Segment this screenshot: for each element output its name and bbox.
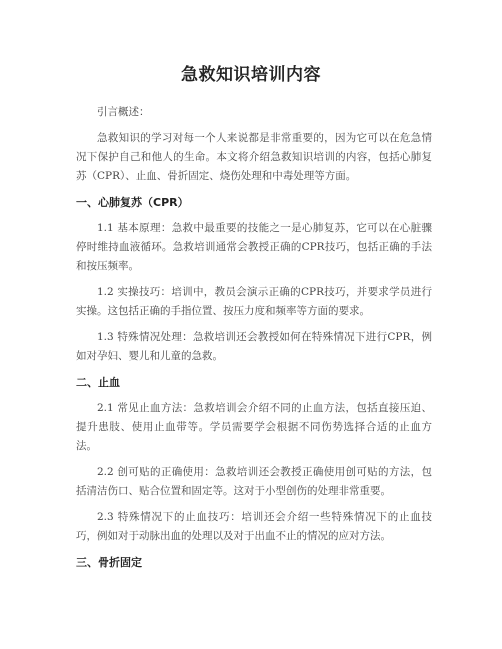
section-heading-bleeding: 二、止血	[76, 376, 120, 389]
bleeding-paragraph-2: 2.2 创可贴的正确使用：急救培训还会教授正确使用创可贴的方法，包括清洁伤口、贴合位置和固定等。这对于小型创伤的处理非常重要。	[76, 466, 432, 497]
bleeding-paragraph-1: 2.1 常见止血方法：急救培训会介绍不同的止血方法，包括直接压迫、提升患肢、使用止血带等。学员需要学会根据不同伤势选择合适的止血方法。	[76, 402, 432, 452]
section-heading-cpr: 一、心肺复苏（CPR）	[76, 196, 189, 209]
cpr-paragraph-3: 1.3 特殊情况处理：急救培训还会教授如何在特殊情况下进行CPR，例如对孕妇、婴儿和儿童的急救。	[76, 331, 432, 362]
cpr-paragraph-1: 1.1 基本原理：急救中最重要的技能之一是心肺复苏，它可以在心脏骤停时维持血液循环。急救培训通常会教授正确的CPR技巧，包括正确的手法和按压频率。	[76, 222, 432, 272]
intro-paragraph: 急救知识的学习对每一个人来说都是非常重要的，因为它可以在危急情况下保护自己和他人的生命。本文将介绍急救知识培训的内容，包括心肺复苏（CPR）、止血、骨折固定、烧伤处理和中毒处理等方面。	[76, 132, 432, 182]
document-body	[76, 103, 432, 579]
intro-label: 引言概述：	[97, 106, 150, 118]
section-heading-fracture: 三、骨折固定	[76, 556, 142, 569]
document-title: 急救知识培训内容	[181, 65, 321, 85]
cpr-paragraph-2: 1.2 实操技巧：培训中，教员会演示正确的CPR技巧，并要求学员进行实操。这包括正确的手指位置、按压力度和频率等方面的要求。	[76, 286, 432, 317]
bleeding-paragraph-3: 2.3 特殊情况下的止血技巧：培训还会介绍一些特殊情况下的止血技巧，例如对于动脉出血的处理以及对于出血不止的情况的应对方法。	[76, 511, 432, 542]
